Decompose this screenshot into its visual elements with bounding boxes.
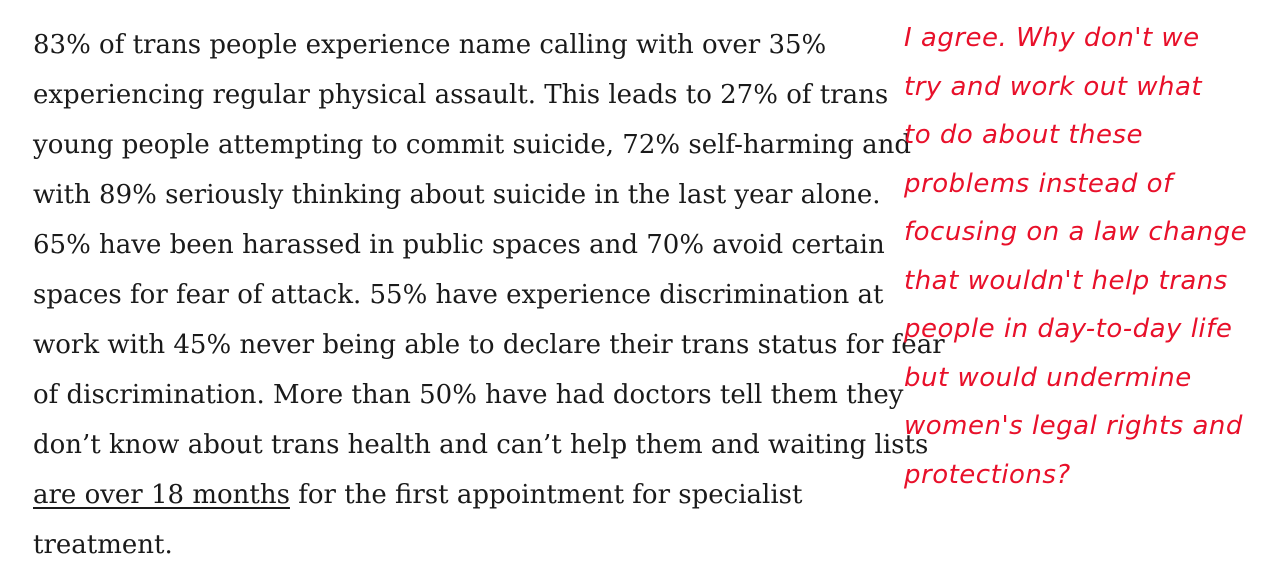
annotation-line: protections? bbox=[904, 459, 1071, 490]
annotation-line: people in day-to-day life bbox=[904, 314, 1233, 344]
annotation-line: I agree. Why don't we bbox=[904, 23, 1200, 53]
article-line: with 89% seriously thinking about suicide in the last year alone. bbox=[33, 180, 881, 210]
annotation-line: women's legal rights and bbox=[904, 411, 1243, 441]
annotation-line: to do about these bbox=[904, 120, 1144, 150]
annotation-line: focusing on a law change bbox=[904, 217, 1248, 247]
article-line: experiencing regular physical assault. This leads to 27% of trans bbox=[33, 80, 889, 110]
article-line: treatment. bbox=[33, 530, 173, 560]
article-body bbox=[33, 20, 945, 570]
handwritten-annotation bbox=[904, 14, 1274, 499]
annotation-line: problems instead of bbox=[904, 168, 1173, 199]
waiting-list-link[interactable]: are over 18 months bbox=[33, 480, 290, 510]
article-line: young people attempting to commit suicide, 72% self-harming and bbox=[33, 130, 912, 160]
article-line: spaces for fear of attack. 55% have experience discrimination at bbox=[33, 280, 884, 310]
article-line: 65% have been harassed in public spaces and 70% avoid certain bbox=[33, 230, 885, 260]
article-line: work with 45% never being able to declare their trans status for fear bbox=[33, 330, 945, 360]
article-line: 83% of trans people experience name calling with over 35% bbox=[33, 30, 827, 60]
article-line: of discrimination. More than 50% have had doctors tell them they bbox=[33, 380, 904, 410]
article-line: don’t know about trans health and can’t help them and waiting lists bbox=[33, 430, 929, 460]
article-line-with-link bbox=[33, 470, 888, 520]
article-line-tail: for the first appointment for specialist bbox=[289, 480, 803, 510]
annotation-line: but would undermine bbox=[904, 362, 1192, 393]
annotation-line: try and work out what bbox=[904, 71, 1203, 102]
annotation-line: that wouldn't help trans bbox=[904, 265, 1228, 296]
